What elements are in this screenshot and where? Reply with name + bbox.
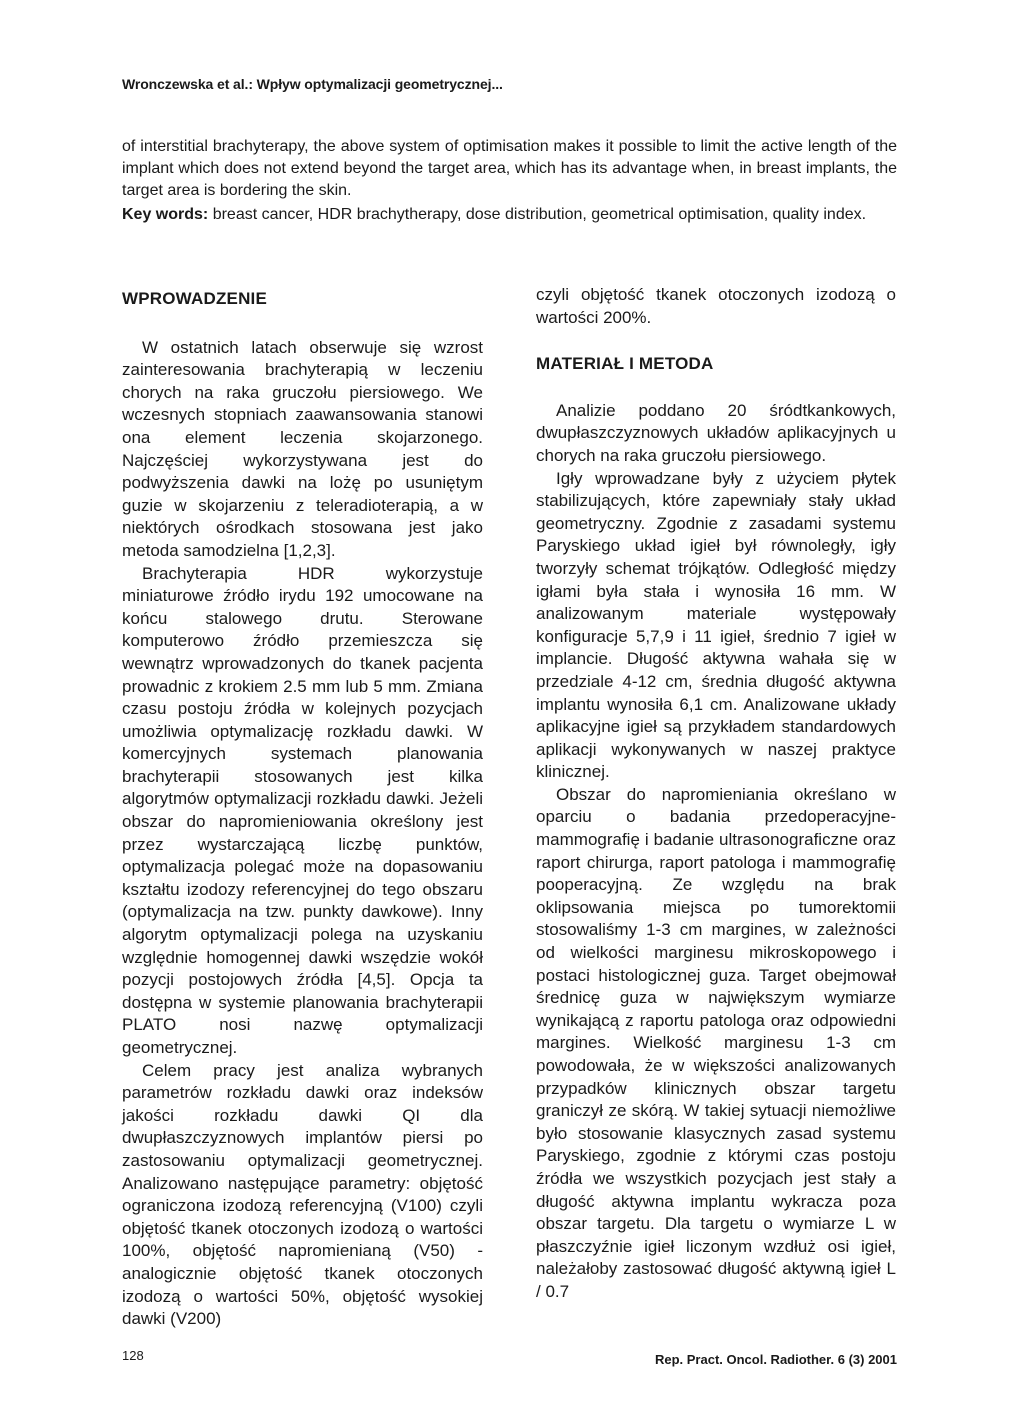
paragraph: Brachyterapia HDR wykorzystuje miniaturowe źródło irydu 192 umocowane na końcu stalowego drutu. Sterowane komputerowo źródło przemieszcza się wewnątrz wprowadzonych do tkanek pacjenta prowadnic z krokiem 2.5 mm lub 5 mm. Zmiana czasu postoju źródła w kolejnych pozycjach umożliwia optymalizację rozkładu dawki. W komercyjnych systemach planowania brachyterapii stosowanych jest kilka algorytmów optymalizacji rozkładu dawki. Jeżeli obszar do napromieniowania określony jest przez wystarczającą liczbę punktów, optymalizacja polegać może na dopasowaniu kształtu izodozy referencyjnej do tego obszaru (optymalizacja na tzw. punkty dawkowe). Inny algorytm optymalizacji polega na uzyskaniu względnie homogennej dawki wszędzie wokół pozycji postojowych źródła [4,5]. Opcja ta dostępna w systemie planowania brachyterapii PLATO nosi nazwę optymalizacji geometrycznej. — [122, 563, 483, 1057]
paragraph: Celem pracy jest analiza wybranych parametrów rozkładu dawki oraz indeksów jakości rozkładu dawki QI dla dwupłaszczyznowych implantów piersi po zastosowaniu optymalizacji geometrycznej. Analizowano następujące parametry: objętość ograniczona izodozą referencyjną (V100) czyli objętość tkanek otoczonych izodozą o wartości 100%, objętość napromienianą (V50) - analogicznie objętość tkanek otoczonych izodozą o wartości 50%, objętość wysokiej dawki (V200) — [122, 1060, 483, 1329]
journal-citation: Rep. Pract. Oncol. Radiother. 6 (3) 2001 — [654, 1352, 897, 1367]
page-number: 128 — [122, 1348, 144, 1363]
left-column — [122, 288, 483, 1331]
paragraph: W ostatnich latach obserwuje się wzrost zainteresowania brachyterapią w leczeniu chorych na raka gruczołu piersiowego. We wczesnych stopniach zaawansowania stanowi ona element leczenia skojarzonego. Najczęściej wykorzystywana jest do podwyższenia dawki na lożę po usuniętym guzie w skojarzeniu z teleradioterapią, a w niektórych ośrodkach stosowana jest jako metoda samodzielna [1,2,3]. — [122, 337, 483, 560]
keywords-text: breast cancer, HDR brachytherapy, dose distribution, geometrical optimisation, quality index. — [212, 206, 867, 223]
keywords-label: Key words: — [122, 206, 209, 223]
abstract-continuation — [122, 136, 897, 202]
paragraph: Analizie poddano 20 śródtkankowych, dwupłaszczyznowych układów aplikacyjnych u chorych na raka gruczołu piersiowego. — [536, 400, 896, 465]
paragraph: Obszar do napromieniania określano w oparciu o badania przedoperacyjne-mammografię i badanie ultrasonograficzne oraz raport chirurga, raport patologa i mammografię pooperacyjną. Ze względu na brak oklipsowania miejsca po tumorektomii stosowaliśmy 1-3 cm margines, w zależności od wielkości marginesu mikroskopowego i postaci histologicznej guza. Target obejmował średnicę guza w największym wymiarze wynikającą z raportu patologa oraz odpowiedni margines. Wielkość marginesu 1-3 cm powodowała, że w większości analizowanych przypadków klinicznych obszar targetu graniczył ze skórą. W takiej sytuacji niemożliwe było stosowanie klasycznych zasad systemu Paryskiego, zgodnie z którymi czas postoju źródła we wszystkich pozycjach jest stały a długość aktywna implantu wykracza poza obszar targetu. Dla targetu o wymiarze L w płaszczyźnie igieł liczonym wzdłuż osi igieł, należałoby zastosować długość aktywną igieł L / 0.7 — [536, 784, 896, 1301]
abstract-text: of interstitial brachyterapy, the above system of optimisation makes it possible to limit the active length of the implant which does not extend beyond the target area, which has its advantage when, in breast implants, the target area is bordering the skin. — [122, 138, 897, 199]
paragraph: Igły wprowadzane były z użyciem płytek stabilizujących, które zapewniały stały układ geometryczny. Zgodnie z zasadami systemu Paryskiego układ igieł był równoległy, igły tworzyły schemat trójkątów. Odległość między igłami była stała i wynosiła 16 mm. W analizowanym materiale występowały konfiguracje 5,7,9 i 11 igieł, średnio 7 igieł w implancie. Długość aktywna wahała się w przedziale 4-12 cm, średnia długość aktywna implantu wynosiła 6,1 cm. Analizowane układy aplikacyjne igieł są przykładem standardowych aplikacji wykonywanych w naszej praktyce klinicznej. — [536, 468, 896, 782]
keywords — [122, 204, 897, 226]
section-heading-wprowadzenie: WPROWADZENIE — [122, 289, 268, 308]
running-head: Wronczewska et al.: Wpływ optymalizacji geometrycznej... — [122, 76, 503, 92]
right-column — [536, 284, 896, 1304]
section-heading-material-i-metoda: MATERIAŁ I METODA — [536, 354, 714, 374]
paragraph-continuation: czyli objętość tkanek otoczonych izodozą o wartości 200%. — [536, 285, 896, 327]
